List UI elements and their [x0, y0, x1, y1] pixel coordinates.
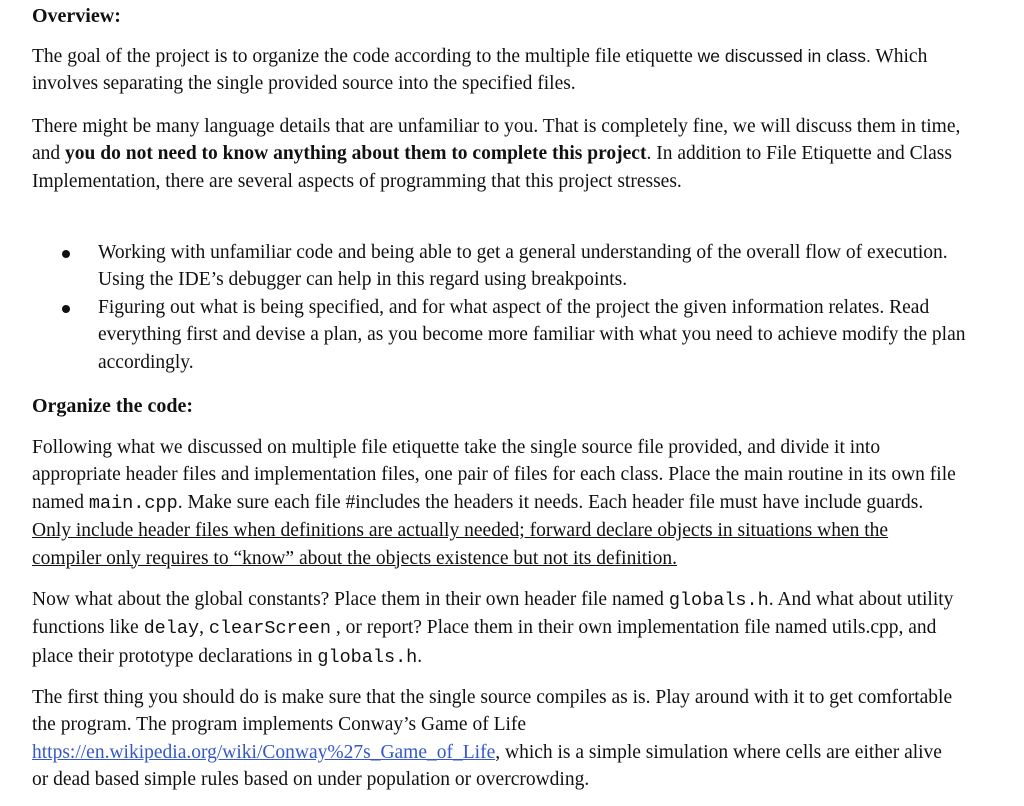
overview-p1-text: The goal of the project is to organize the code according to the multiple file etiquette	[32, 46, 698, 67]
bullet-text: Working with unfamiliar code and being able to get a general understanding of the overall flow of execution. Using the IDE’s debugger can help in this regard using breakpoints.	[98, 242, 948, 291]
globals-h-code: globals.h	[668, 590, 769, 611]
overview-p1-text2: Which involves separating the single provided source into the specified files.	[32, 46, 928, 95]
organize-p3-text: The first thing you should do is make sure that the single source compiles as is. Play around with it to get comfortable the program. The program implements Conway’s Game of Life	[32, 687, 953, 736]
organize-p2-t5: .	[417, 645, 423, 667]
overview-paragraph-2	[32, 113, 972, 195]
organize-p1-text2: . Make sure each file #includes the headers it needs. Each header file must have include guards.	[177, 491, 924, 513]
bullet-text: Figuring out what is being specified, and for what aspect of the project the given information relates. Read everything first and devise a plan, as you become more familiar with what you need to achieve modify the plan accordingly.	[98, 296, 966, 373]
clearscreen-code: clearScreen	[208, 618, 331, 640]
overview-paragraph-1	[32, 43, 962, 98]
organize-p1-underlined: Only include header files when definitions are actually needed; forward declare objects in situations when the compiler only requires to “know” about the objects existence but not its definition.	[32, 520, 889, 569]
overview-p2-bold: you do not need to know anything about them to complete this project	[65, 143, 647, 165]
organize-p2-t1: Now what about the global constants? Place them in their own header file named	[32, 589, 669, 610]
bullet-item	[32, 294, 972, 376]
bullet-dot-icon	[62, 250, 70, 258]
organize-heading: Organize the code:	[32, 395, 194, 417]
main-cpp-code: main.cpp	[88, 492, 178, 514]
bullet-item	[32, 239, 972, 294]
overview-p2-text2: . In addition to File Etiquette and Class Implementation, there are several aspects of programming that this project stresses.	[32, 143, 952, 192]
globals-h-code-2: globals.h	[317, 646, 418, 668]
organize-p3-text2: , which is a simple simulation where cells are either alive or dead based simple rules based on under population or overcrowding.	[32, 741, 942, 791]
bullet-dot-icon	[62, 305, 70, 313]
overview-heading: Overview:	[32, 5, 121, 27]
overview-p2-text: There might be many language details that are unfamiliar to you. That is completely fine, we will discuss them in time, and	[32, 116, 961, 165]
organize-paragraph-1	[32, 434, 962, 572]
organize-p2-t2: . And what about utility functions like	[32, 589, 954, 639]
delay-code: delay	[143, 618, 200, 640]
overview-p1-sans: we discussed in class.	[697, 46, 871, 66]
organize-p2-t4: , or report? Place them in their own implementation file named utils.cpp, and place their prototype declarations in	[32, 617, 937, 667]
organize-p1-text: Following what we discussed on multiple file etiquette take the single source file provided, and divide it into appropriate header files and implementation files, one pair of files for each class. Place the main routine in its own file named	[32, 437, 956, 513]
game-of-life-link[interactable]: https://en.wikipedia.org/wiki/Conway%27s_Game_of_Life	[32, 741, 496, 763]
overview-bullet-list	[32, 239, 972, 376]
organize-paragraph-3	[32, 684, 962, 794]
organize-p2-t3: ,	[199, 617, 209, 639]
organize-paragraph-2	[32, 586, 962, 671]
